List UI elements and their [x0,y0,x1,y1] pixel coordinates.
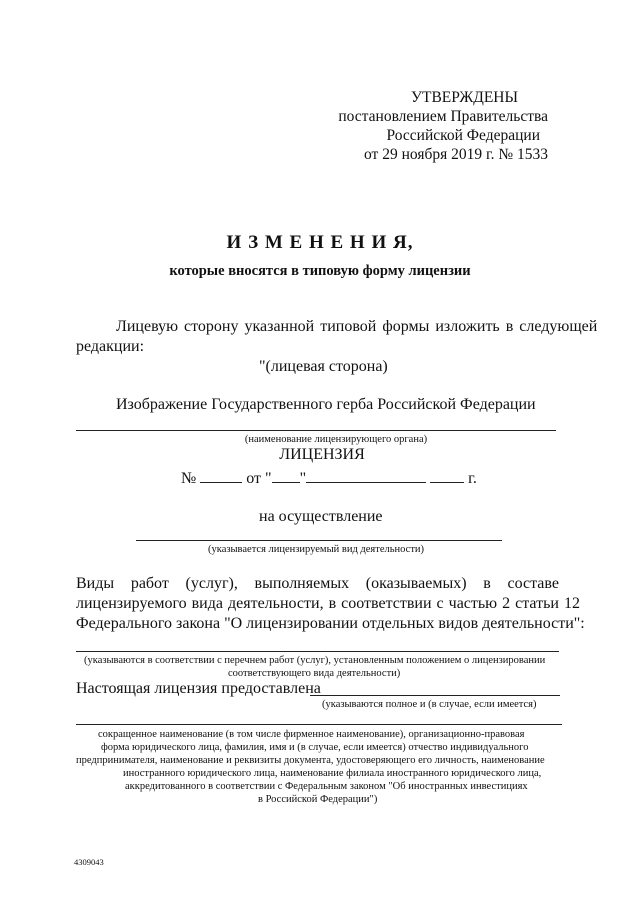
quote-close: " [299,470,307,487]
works-word: Виды [76,575,115,592]
granted-label: Настоящая лицензия предоставлена [76,680,321,697]
works-word: работ [130,575,169,592]
works-word: (услуг), [185,575,238,592]
from-label: от " [246,470,272,487]
coat-of-arms-placeholder: Изображение Государственного герба Российской Федерации [116,396,536,413]
number-sign: № [181,470,197,487]
entity-caption-5: аккредитованного в соответствии с Федеральным законом "Об иностранных инвестициях [125,781,528,792]
document-subtitle: которые вносятся в типовую форму лицензии [169,263,471,279]
intro-line-2: редакции: [76,338,145,355]
granted-caption: (указываются полное и (в случае, если имеется) [322,699,537,710]
entity-caption-6: в Российской Федерации") [258,794,378,805]
approval-government: Российской Федерации [386,127,540,144]
works-word: (оказываемых) [365,575,467,592]
activity-caption: (указывается лицензируемый вид деятельности) [208,544,425,555]
approval-decree: постановлением Правительства [338,108,548,125]
entity-caption-1: сокращенное наименование (в том числе фирменное наименование), организационно-правовая [98,729,525,740]
license-number-row [181,468,477,488]
works-word: составе [507,575,559,592]
approval-block [338,88,548,164]
month-blank [306,468,426,483]
license-title: ЛИЦЕНЗИЯ [279,446,365,463]
entity-line [76,724,562,725]
entity-caption-3: предпринимателя, наименование и реквизиты документа, удостоверяющего его личность, наименование [76,755,545,766]
document-title: И З М Е Н Е Н И Я, [226,232,414,253]
works-line-1 [76,575,559,593]
document-code: 4309043 [74,857,104,867]
works-caption-1: (указываются в соответствии с перечнем работ (услуг), установленным положением о лицензировании [84,655,546,666]
authority-caption: (наименование лицензирующего органа) [244,434,428,445]
works-caption-2: соответствующего вида деятельности) [228,668,401,679]
works-line-blank [76,651,559,652]
works-line-3: Федерального закона "О лицензировании отдельных видов деятельности": [76,615,585,632]
granted-line [310,695,560,696]
works-word: выполняемых [254,575,350,592]
entity-caption-2: форма юридического лица, фамилия, имя и (в случае, если имеется) отчество индивидуального [101,742,529,753]
entity-caption-4: иностранного юридического лица, наименование филиала иностранного юридического лица, [123,768,542,779]
activity-label: на осуществление [259,508,383,525]
front-side-label: "(лицевая сторона) [259,358,388,375]
works-word: в [483,575,491,592]
works-line-2: лицензируемого вида деятельности, в соответствии с частью 2 статьи 12 [76,595,580,612]
day-blank [272,468,300,483]
approval-title: УТВЕРЖДЕНЫ [411,89,518,106]
number-blank [200,468,242,483]
intro-line-1: Лицевую сторону указанной типовой формы изложить в следующей [116,318,598,335]
approval-date-number: от 29 ноября 2019 г. № 1533 [364,146,548,163]
year-suffix: г. [468,470,477,487]
activity-line [136,540,502,541]
authority-line [76,430,556,431]
year-blank [430,468,464,483]
